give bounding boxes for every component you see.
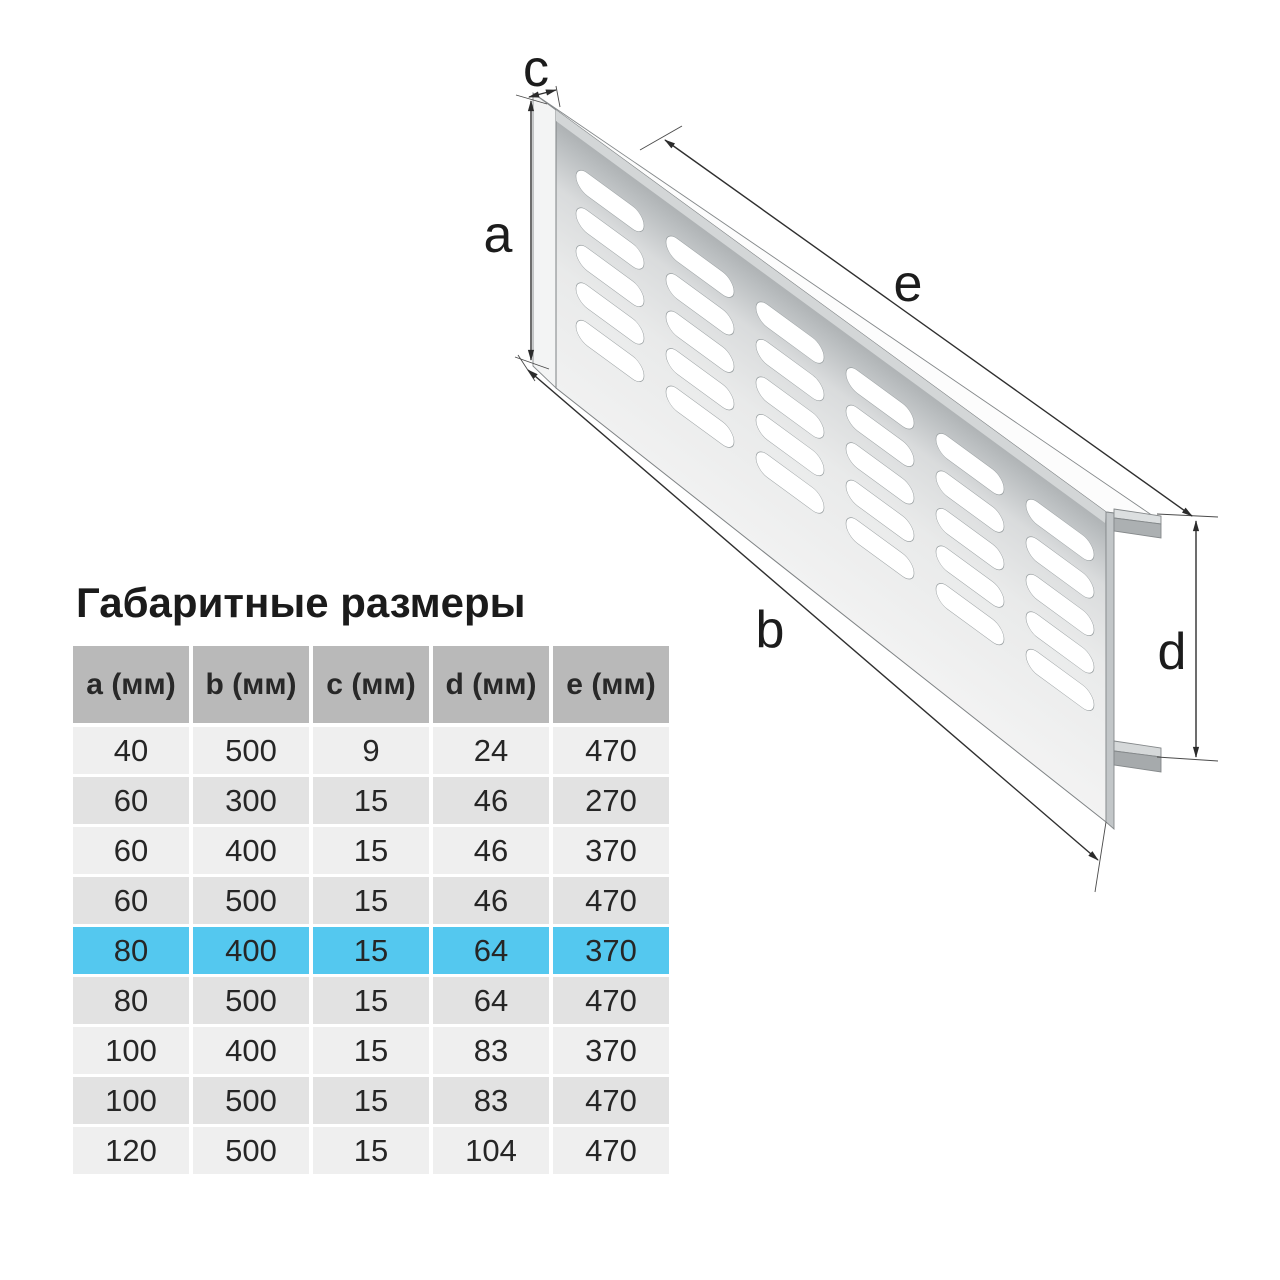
grille-left-face bbox=[533, 93, 556, 388]
table-cell: 470 bbox=[553, 1127, 669, 1174]
table-cell: 400 bbox=[193, 927, 309, 974]
table-row bbox=[73, 877, 673, 924]
dim-label-a: a bbox=[483, 206, 513, 264]
table-cell: 470 bbox=[553, 877, 669, 924]
table-cell: 15 bbox=[313, 777, 429, 824]
table-cell: 83 bbox=[433, 1077, 549, 1124]
table-cell: 300 bbox=[193, 777, 309, 824]
table-cell: 500 bbox=[193, 727, 309, 774]
table-cell: 40 bbox=[73, 727, 189, 774]
ext-b-start bbox=[518, 355, 535, 381]
table-cell: 46 bbox=[433, 877, 549, 924]
table-cell: 120 bbox=[73, 1127, 189, 1174]
page-title: Габаритные размеры bbox=[76, 579, 526, 626]
ext-d-bottom bbox=[1157, 757, 1218, 761]
dim-label-d: d bbox=[1157, 623, 1187, 681]
table-cell: 470 bbox=[553, 977, 669, 1024]
table-cell: 15 bbox=[313, 1127, 429, 1174]
table-cell: 370 bbox=[553, 827, 669, 874]
table-row bbox=[73, 1027, 673, 1074]
dimensions-table bbox=[73, 646, 673, 1177]
table-row bbox=[73, 1127, 673, 1174]
table-cell: 15 bbox=[313, 1027, 429, 1074]
table-cell: 64 bbox=[433, 927, 549, 974]
table-header-cell: c (мм) bbox=[313, 646, 429, 723]
table-cell: 104 bbox=[433, 1127, 549, 1174]
table-row bbox=[73, 977, 673, 1024]
table-cell: 46 bbox=[433, 777, 549, 824]
dim-label-c: c bbox=[523, 40, 549, 98]
table-cell: 15 bbox=[313, 1077, 429, 1124]
table-cell: 400 bbox=[193, 827, 309, 874]
table-cell: 24 bbox=[433, 727, 549, 774]
table-cell: 60 bbox=[73, 827, 189, 874]
table-cell: 100 bbox=[73, 1077, 189, 1124]
table-cell: 400 bbox=[193, 1027, 309, 1074]
table-cell: 80 bbox=[73, 977, 189, 1024]
table-cell: 80 bbox=[73, 927, 189, 974]
table-cell: 46 bbox=[433, 827, 549, 874]
grille-right-edge bbox=[1106, 512, 1114, 829]
table-cell: 15 bbox=[313, 977, 429, 1024]
table-cell: 500 bbox=[193, 1127, 309, 1174]
table-cell: 370 bbox=[553, 927, 669, 974]
table-cell: 15 bbox=[313, 827, 429, 874]
table-cell: 270 bbox=[553, 777, 669, 824]
dim-label-b: b bbox=[755, 601, 785, 659]
table-cell: 100 bbox=[73, 1027, 189, 1074]
table-cell: 470 bbox=[553, 1077, 669, 1124]
table-row bbox=[73, 1077, 673, 1124]
table-header-cell: d (мм) bbox=[433, 646, 549, 723]
table-cell: 470 bbox=[553, 727, 669, 774]
ext-e-start bbox=[640, 126, 682, 150]
table-cell: 83 bbox=[433, 1027, 549, 1074]
table-header-cell: a (мм) bbox=[73, 646, 189, 723]
table-cell: 9 bbox=[313, 727, 429, 774]
ext-d-top bbox=[1157, 514, 1218, 517]
table-cell: 64 bbox=[433, 977, 549, 1024]
table-row bbox=[73, 827, 673, 874]
ext-c-right bbox=[556, 86, 560, 107]
dim-label-e: e bbox=[893, 255, 923, 313]
table-header-cell: b (мм) bbox=[193, 646, 309, 723]
table-header-row bbox=[73, 646, 673, 723]
table-row bbox=[73, 777, 673, 824]
table-row-highlighted bbox=[73, 927, 673, 974]
table-cell: 60 bbox=[73, 877, 189, 924]
table-header-cell: e (мм) bbox=[553, 646, 669, 723]
table-cell: 370 bbox=[553, 1027, 669, 1074]
ext-b-end bbox=[1095, 822, 1106, 892]
table-cell: 500 bbox=[193, 877, 309, 924]
table-cell: 500 bbox=[193, 977, 309, 1024]
table-row bbox=[73, 727, 673, 774]
table-cell: 60 bbox=[73, 777, 189, 824]
table-cell: 500 bbox=[193, 1077, 309, 1124]
table-cell: 15 bbox=[313, 927, 429, 974]
table-cell: 15 bbox=[313, 877, 429, 924]
